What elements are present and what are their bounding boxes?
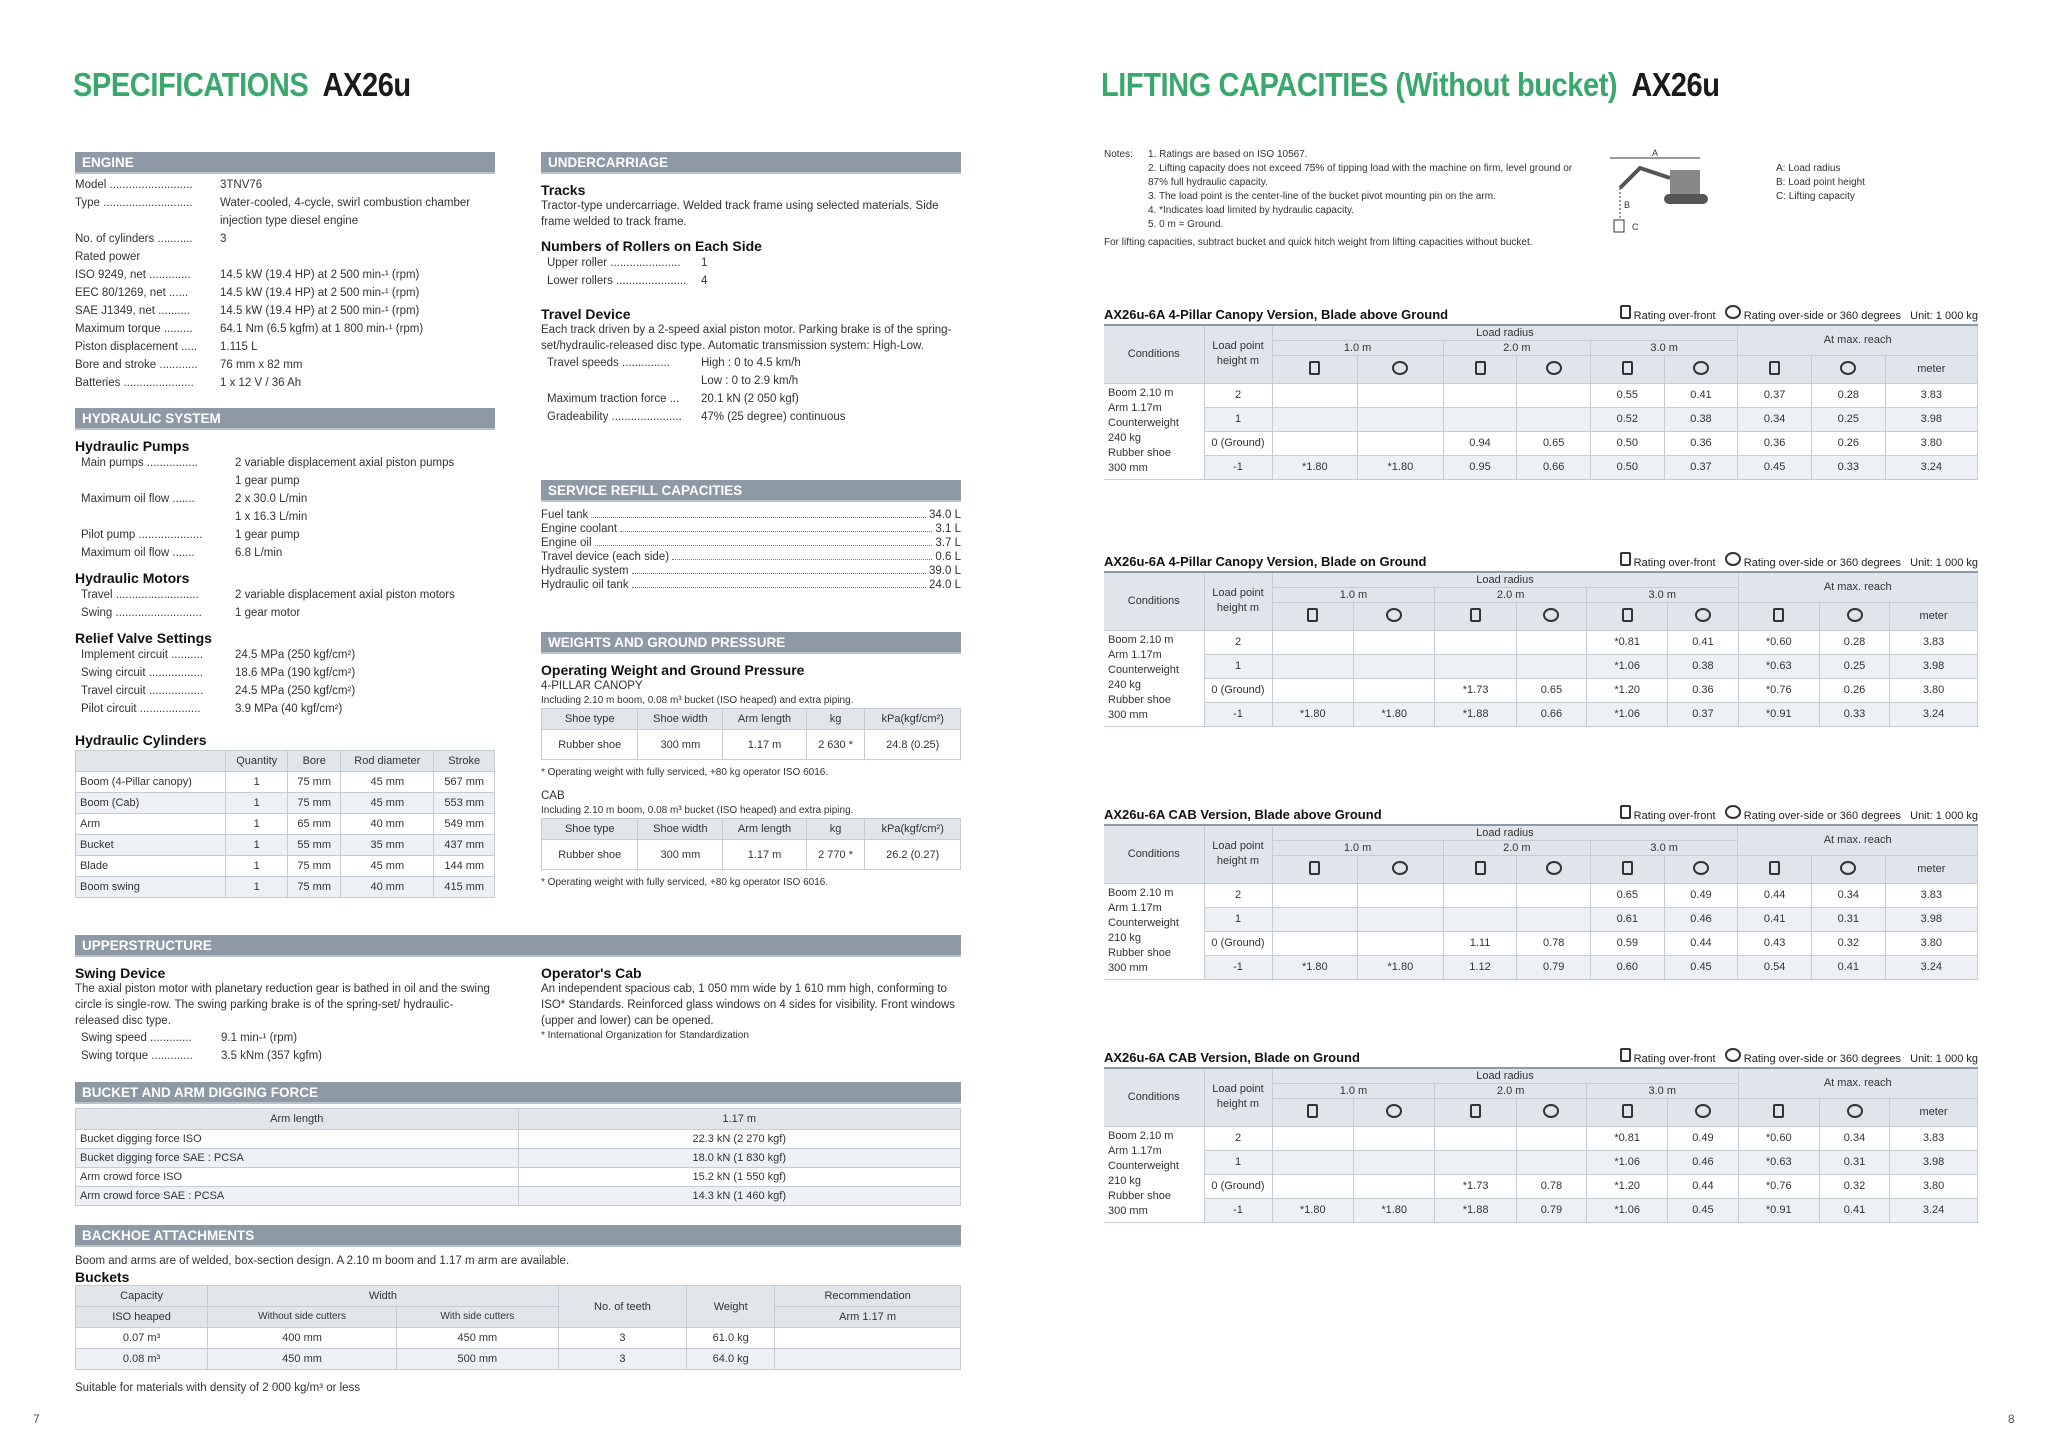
lift-table-title: AX26u-6A CAB Version, Blade above Ground	[1104, 807, 1382, 822]
upper-section	[75, 935, 961, 1065]
table-row: 1 *1.06 0.46 *0.63 0.31 3.98	[1104, 1150, 1978, 1174]
over-front-icon	[1475, 861, 1486, 875]
swing-title: Swing Device	[75, 965, 166, 981]
note-item: 4. *Indicates load limited by hydraulic capacity.	[1148, 205, 1355, 216]
over-side-icon	[1543, 608, 1559, 622]
spec-row: Batteries ...................... 1 x 12 V / 36 Ah	[75, 377, 302, 389]
over-side-icon	[1725, 1048, 1741, 1062]
travel-text: Each track driven by a 2-speed axial piston motor. Parking brake is of the spring-set/hydraulic-released disc type. Automatic transmission system: High-Low.	[541, 324, 952, 352]
upper-header: UPPERSTRUCTURE	[75, 935, 961, 957]
table-row: Boom (4-Pillar canopy) 1 75 mm 45 mm 567 mm	[76, 772, 495, 793]
spec-row: EEC 80/1269, net ...... 14.5 kW (19.4 HP) at 2 500 min-¹ (rpm)	[75, 287, 420, 299]
table-row: Boom 2.10 m Arm 1.17m Counterweight 240 kg Rubber shoe 300 mm 2 0.55 0.41 0.37 0.28 3.83	[1104, 383, 1978, 407]
tracks-text: Tractor-type undercarriage. Welded track frame using selected materials. Side frame welded to track frame.	[541, 200, 939, 228]
spec-row: Type ............................ Water-cooled, 4-cycle, swirl combustion chamber injection type diesel engine	[75, 197, 471, 227]
over-side-icon	[1847, 608, 1863, 622]
buckets-table: Capacity Width No. of teeth Weight Recommendation ISO heaped Without side cutters With side cutters Arm 1.17 m 0.07 m³ 400 mm 450 mm 3 61.0 kg 0.08 m³ 450 mm 500 mm 3 64.0 kg	[75, 1285, 961, 1370]
table-row: 0 (Ground) 1.11 0.78 0.59 0.44 0.43 0.32 3.80	[1104, 931, 1978, 955]
notes-extra: For lifting capacities, subtract bucket and quick hitch weight from lifting capacities without bucket.	[1104, 237, 1533, 248]
table-row: 0 (Ground) *1.73 0.65 *1.20 0.36 *0.76 0.26 3.80	[1104, 678, 1978, 702]
spec-row: Swing speed ............. 9.1 min-¹ (rpm)	[81, 1032, 298, 1044]
refill-header: SERVICE REFILL CAPACITIES	[541, 480, 961, 502]
digging-table: Arm length 1.17 m Bucket digging force ISO 22.3 kN (2 270 kgf) Bucket digging force SAE : PCSA 18.0 kN (1 830 kgf) Arm crowd force ISO 15.2 kN (1 550 kgf) Arm crowd force SAE : PCSA 14.3 kN (1 460 kgf)	[75, 1108, 961, 1206]
spec-row: Maximum torque ......... 64.1 Nm (6.5 kgfm) at 1 800 min-¹ (rpm)	[75, 323, 424, 335]
over-front-icon	[1307, 608, 1318, 622]
table-row: Arm crowd force SAE : PCSA 14.3 kN (1 460 kgf)	[76, 1187, 961, 1206]
table-row: -1 *1.80 *1.80 *1.88 0.66 *1.06 0.37 *0.91 0.33 3.24	[1104, 702, 1978, 726]
canopy-note: Including 2.10 m boom, 0.08 m³ bucket (ISO heaped) and extra piping.	[541, 695, 854, 706]
cylinders-table: Quantity Bore Rod diameter Stroke Boom (4-Pillar canopy) 1 75 mm 45 mm 567 mm Boom (Cab) 1 75 mm 45 mm 553 mm Arm 1 65 mm 40 mm 549 mm Bucket 1 55 mm 35 mm 437 mm Blade 1 75 mm 45 mm 144 mm Boom swing 1 75 mm 40 mm 415 mm	[75, 750, 495, 898]
table-row: 1 0.52 0.38 0.34 0.25 3.98	[1104, 407, 1978, 431]
lift-table-3: AX26u-6A CAB Version, Blade above Ground Rating over-front Rating over-side or 360 degrees Unit: 1 000 kg Conditions Load point height m Load radius At max. reach 1.0 m 2.0 m 3.0 m meter Boom 2.10 m Arm 1.17m Counterweight 210 kg Rubber shoe 300 mm 2 0.65 0.49 0.44 0.34 3.83 1 0.61 0.46 0.41 0.31 3.98 0 (Ground) 1.11 0.78 0.59 0.44 0.43 0.32 3.80 -1 *1.80 *1.80 1.12 0.79 0.60 0.45 0.54 0.41 3.24	[1104, 806, 1978, 980]
spec-row: 1 gear pump	[235, 475, 300, 487]
spec-row: Lower rollers ...................... 4	[547, 275, 708, 287]
refill-row: Travel device (each side) 0.6 L	[541, 551, 961, 563]
svg-text:B: B	[1624, 200, 1631, 210]
table-row: -1 *1.80 *1.80 *1.88 0.79 *1.06 0.45 *0.91 0.41 3.24	[1104, 1198, 1978, 1222]
spec-row: Implement circuit .......... 24.5 MPa (250 kgf/cm²)	[81, 649, 356, 661]
undercarriage-header: UNDERCARRIAGE	[541, 152, 961, 174]
table-row: Boom (Cab) 1 75 mm 45 mm 553 mm	[76, 793, 495, 814]
spec-row: Low : 0 to 2.9 km/h	[701, 375, 799, 387]
table-row: Rubber shoe 300 mm 1.17 m 2 770 * 26.2 (0.27)	[542, 840, 961, 870]
backhoe-header: BACKHOE ATTACHMENTS	[75, 1225, 961, 1247]
spec-row: Maximum oil flow ....... 6.8 L/min	[81, 547, 283, 559]
rollers-title: Numbers of Rollers on Each Side	[541, 238, 762, 254]
lift-table-1: AX26u-6A 4-Pillar Canopy Version, Blade above Ground Rating over-front Rating over-side or 360 degrees Unit: 1 000 kg Conditions Load point height m Load radius At max. reach 1.0 m 2.0 m 3.0 m meter Boom 2.10 m Arm 1.17m Counterweight 240 kg Rubber shoe 300 mm 2 0.55 0.41 0.37 0.28 3.83 1 0.52 0.38 0.34 0.25 3.98 0 (Ground) 0.94 0.65 0.50 0.36 0.36 0.26 3.80 -1 *1.80 *1.80 0.95 0.66 0.50 0.37 0.45 0.33 3.24	[1104, 306, 1978, 480]
over-front-icon	[1769, 861, 1780, 875]
buckets-title: Buckets	[75, 1269, 130, 1285]
refill-row: Fuel tank 34.0 L	[541, 509, 961, 521]
table-row: Arm crowd force ISO 15.2 kN (1 550 kgf)	[76, 1168, 961, 1187]
over-front-icon	[1307, 1104, 1318, 1118]
cab-label: CAB	[541, 790, 565, 802]
over-front-icon	[1773, 1104, 1784, 1118]
over-side-icon	[1847, 1104, 1863, 1118]
table-row: 0 (Ground) 0.94 0.65 0.50 0.36 0.36 0.26 3.80	[1104, 431, 1978, 455]
undercarriage-section	[541, 152, 961, 426]
canopy-weight-table: Shoe type Shoe width Arm length kg kPa(kgf/cm²) Rubber shoe 300 mm 1.17 m 2 630 * 24.8 (0.25)	[541, 708, 961, 760]
over-front-icon	[1620, 805, 1631, 819]
over-front-icon	[1620, 552, 1631, 566]
motors-title: Hydraulic Motors	[75, 570, 190, 586]
cab-text: An independent spacious cab, 1 050 mm wide by 1 610 mm high, conforming to ISO* Standards. Reinforced glass windows on 4 sides for visibility. Front windows (upper and lower) can be opened.	[541, 983, 955, 1027]
over-side-icon	[1386, 1104, 1402, 1118]
engine-section	[75, 152, 495, 392]
note-item: 3. The load point is the center-line of the bucket pivot mounting pin on the arm.	[1148, 191, 1496, 202]
legend-item: A: Load radius	[1776, 163, 1841, 174]
canopy-label: 4-PILLAR CANOPY	[541, 680, 643, 692]
spec-row: No. of cylinders ........... 3	[75, 233, 227, 245]
canopy-foot: * Operating weight with fully serviced, +80 kg operator ISO 6016.	[541, 767, 829, 778]
engine-header: ENGINE	[75, 152, 495, 174]
over-side-icon	[1546, 861, 1562, 875]
backhoe-text: Boom and arms are of welded, box-section design. A 2.10 m boom and 1.17 m arm are available.	[75, 1255, 570, 1267]
legend-item: B: Load point height	[1776, 177, 1865, 188]
over-front-icon	[1470, 1104, 1481, 1118]
spec-row: 1 x 16.3 L/min	[235, 511, 308, 523]
over-side-icon	[1392, 861, 1408, 875]
over-front-icon	[1309, 361, 1320, 375]
tracks-title: Tracks	[541, 182, 586, 198]
hydraulic-header: HYDRAULIC SYSTEM	[75, 408, 495, 430]
relief-title: Relief Valve Settings	[75, 630, 212, 646]
page-title-left: SPECIFICATIONS AX26u	[73, 66, 411, 103]
table-row: Boom 2.10 m Arm 1.17m Counterweight 240 kg Rubber shoe 300 mm 2 *0.81 0.41 *0.60 0.28 3.83	[1104, 630, 1978, 654]
over-side-icon	[1840, 861, 1856, 875]
over-front-icon	[1622, 861, 1633, 875]
over-front-icon	[1620, 1048, 1631, 1062]
note-item: 1. Ratings are based on ISO 10567.	[1148, 149, 1308, 160]
spec-row: Pilot pump .................... 1 gear pump	[81, 529, 300, 541]
page-title-right: LIFTING CAPACITIES (Without bucket) AX26u	[1101, 66, 1720, 103]
backhoe-section	[75, 1225, 961, 1396]
over-side-icon	[1840, 361, 1856, 375]
spec-row: SAE J1349, net .......... 14.5 kW (19.4 HP) at 2 500 min-¹ (rpm)	[75, 305, 420, 317]
cab-footnote: * International Organization for Standardization	[541, 1030, 749, 1041]
legend-item: C: Lifting capacity	[1776, 191, 1855, 202]
lift-table-2: AX26u-6A 4-Pillar Canopy Version, Blade on Ground Rating over-front Rating over-side or 360 degrees Unit: 1 000 kg Conditions Load point height m Load radius At max. reach 1.0 m 2.0 m 3.0 m meter Boom 2.10 m Arm 1.17m Counterweight 240 kg Rubber shoe 300 mm 2 *0.81 0.41 *0.60 0.28 3.83 1 *1.06 0.38 *0.63 0.25 3.98 0 (Ground) *1.73 0.65 *1.20 0.36 *0.76 0.26 3.80 -1 *1.80 *1.80 *1.88 0.66 *1.06 0.37 *0.91 0.33 3.24	[1104, 553, 1978, 727]
digging-section	[75, 1082, 961, 1206]
spec-row: Travel circuit ................. 24.5 MPa (250 kgf/cm²)	[81, 685, 356, 697]
note-item: 2. Lifting capacity does not exceed 75% of tipping load with the machine on firm, level ground or 87% full hydraulic capacity.	[1148, 163, 1573, 188]
refill-section	[541, 480, 961, 592]
spec-row: Bore and stroke ............ 76 mm x 82 mm	[75, 359, 303, 371]
table-row: Bucket digging force SAE : PCSA 18.0 kN (1 830 kgf)	[76, 1149, 961, 1168]
over-front-icon	[1309, 861, 1320, 875]
spec-row: Piston displacement ..... 1.115 L	[75, 341, 258, 353]
hydraulic-section	[75, 408, 495, 898]
spec-row: Swing circuit ................. 18.6 MPa (190 kgf/cm²)	[81, 667, 356, 679]
weights-section	[541, 632, 961, 890]
over-side-icon	[1725, 552, 1741, 566]
pumps-title: Hydraulic Pumps	[75, 438, 190, 454]
refill-row: Engine oil 3.7 L	[541, 537, 961, 549]
svg-text:A: A	[1652, 148, 1659, 158]
table-row: Blade 1 75 mm 45 mm 144 mm	[76, 856, 495, 877]
table-row: 1 0.61 0.46 0.41 0.31 3.98	[1104, 907, 1978, 931]
spec-row: Maximum traction force ... 20.1 kN (2 050 kgf)	[547, 393, 799, 405]
table-row: Rubber shoe 300 mm 1.17 m 2 630 * 24.8 (0.25)	[542, 730, 961, 760]
over-front-icon	[1620, 305, 1631, 319]
over-front-icon	[1769, 361, 1780, 375]
notes-section: Notes: 1. Ratings are based on ISO 10567. 2. Lifting capacity does not exceed 75% of tipping load with the machine on firm, level ground or 87% full hydraulic capacity. 3. The load point is the center-line of the bucket pivot mounting pin on the arm. 4. *Indicates load limited by hydraulic capacity. 5. 0 m = Ground. A B C A: Load radius B: Load point height C: Lifting capacity For lifting capacities, subtract bucket and quick hitch weight from lifting capacities without bucket.	[1104, 148, 1984, 250]
page-number-left: 7	[33, 1412, 40, 1426]
excavator-diagram-icon	[1600, 148, 1740, 238]
note-item: 5. 0 m = Ground.	[1148, 219, 1224, 230]
over-side-icon	[1386, 608, 1402, 622]
spec-row: Main pumps ................ 2 variable displacement axial piston pumps	[81, 457, 455, 469]
table-row: Bucket 1 55 mm 35 mm 437 mm	[76, 835, 495, 856]
refill-row: Hydraulic oil tank 24.0 L	[541, 579, 961, 591]
svg-text:C: C	[1632, 222, 1639, 232]
weights-header: WEIGHTS AND GROUND PRESSURE	[541, 632, 961, 654]
refill-row: Engine coolant 3.1 L	[541, 523, 961, 535]
lift-table-title: AX26u-6A 4-Pillar Canopy Version, Blade above Ground	[1104, 307, 1449, 322]
spec-row: Model .......................... 3TNV76	[75, 179, 263, 191]
over-side-icon	[1546, 361, 1562, 375]
table-row: 0.08 m³ 450 mm 500 mm 3 64.0 kg	[76, 1349, 961, 1370]
spec-row: Gradeability ...................... 47% (25 degree) continuous	[547, 411, 846, 423]
table-row: 1 *1.06 0.38 *0.63 0.25 3.98	[1104, 654, 1978, 678]
table-row: Arm 1 65 mm 40 mm 549 mm	[76, 814, 495, 835]
page-number-right: 8	[2008, 1412, 2015, 1426]
over-front-icon	[1622, 608, 1633, 622]
cab-weight-table: Shoe type Shoe width Arm length kg kPa(kgf/cm²) Rubber shoe 300 mm 1.17 m 2 770 * 26.2 (0.27)	[541, 818, 961, 870]
cab-title: Operator's Cab	[541, 965, 642, 981]
backhoe-foot: Suitable for materials with density of 2 000 kg/m³ or less	[75, 1382, 361, 1394]
over-front-icon	[1773, 608, 1784, 622]
over-side-icon	[1695, 1104, 1711, 1118]
over-front-icon	[1622, 1104, 1633, 1118]
spec-row: Rated power	[75, 251, 141, 263]
cylinders-title: Hydraulic Cylinders	[75, 732, 207, 748]
over-side-icon	[1725, 805, 1741, 819]
cab-foot: * Operating weight with fully serviced, +80 kg operator ISO 6016.	[541, 877, 829, 888]
table-row: 0.07 m³ 400 mm 450 mm 3 61.0 kg	[76, 1328, 961, 1349]
cab-note: Including 2.10 m boom, 0.08 m³ bucket (ISO heaped) and extra piping.	[541, 805, 854, 816]
over-front-icon	[1622, 361, 1633, 375]
spec-row: Pilot circuit ................... 3.9 MPa (40 kgf/cm²)	[81, 703, 343, 715]
over-front-icon	[1470, 608, 1481, 622]
swing-text: The axial piston motor with planetary reduction gear is bathed in oil and the swing circle is single-row. The swing parking brake is of the spring-set/ hydraulic-released disc type.	[75, 983, 490, 1027]
over-side-icon	[1693, 361, 1709, 375]
table-row: -1 *1.80 *1.80 0.95 0.66 0.50 0.37 0.45 0.33 3.24	[1104, 455, 1978, 479]
spec-row: Swing torque ............. 3.5 kNm (357 kgfm)	[81, 1050, 322, 1062]
spec-row: Maximum oil flow ....... 2 x 30.0 L/min	[81, 493, 308, 505]
over-side-icon	[1693, 861, 1709, 875]
table-row: 0 (Ground) *1.73 0.78 *1.20 0.44 *0.76 0.32 3.80	[1104, 1174, 1978, 1198]
table-row: Bucket digging force ISO 22.3 kN (2 270 kgf)	[76, 1130, 961, 1149]
table-row: -1 *1.80 *1.80 1.12 0.79 0.60 0.45 0.54 0.41 3.24	[1104, 955, 1978, 979]
lift-table-title: AX26u-6A 4-Pillar Canopy Version, Blade on Ground	[1104, 554, 1427, 569]
refill-row: Hydraulic system 39.0 L	[541, 565, 961, 577]
over-side-icon	[1543, 1104, 1559, 1118]
spec-row: Upper roller ...................... 1	[547, 257, 708, 269]
digging-header: BUCKET AND ARM DIGGING FORCE	[75, 1082, 961, 1104]
table-row: Boom 2.10 m Arm 1.17m Counterweight 210 kg Rubber shoe 300 mm 2 *0.81 0.49 *0.60 0.34 3.83	[1104, 1126, 1978, 1150]
spec-row: Travel .......................... 2 variable displacement axial piston motors	[81, 589, 455, 601]
table-row: Boom swing 1 75 mm 40 mm 415 mm	[76, 877, 495, 898]
over-front-icon	[1475, 361, 1486, 375]
spec-row: Swing ........................... 1 gear motor	[81, 607, 301, 619]
over-side-icon	[1725, 305, 1741, 319]
over-side-icon	[1392, 361, 1408, 375]
lift-table-title: AX26u-6A CAB Version, Blade on Ground	[1104, 1050, 1360, 1065]
spec-row: ISO 9249, net ............. 14.5 kW (19.4 HP) at 2 500 min-¹ (rpm)	[75, 269, 420, 281]
spec-row: Travel speeds ............... High : 0 to 4.5 km/h	[547, 357, 801, 369]
travel-title: Travel Device	[541, 306, 631, 322]
lift-table-4: AX26u-6A CAB Version, Blade on Ground Rating over-front Rating over-side or 360 degrees Unit: 1 000 kg Conditions Load point height m Load radius At max. reach 1.0 m 2.0 m 3.0 m meter Boom 2.10 m Arm 1.17m Counterweight 210 kg Rubber shoe 300 mm 2 *0.81 0.49 *0.60 0.34 3.83 1 *1.06 0.46 *0.63 0.31 3.98 0 (Ground) *1.73 0.78 *1.20 0.44 *0.76 0.32 3.80 -1 *1.80 *1.80 *1.88 0.79 *1.06 0.45 *0.91 0.41 3.24	[1104, 1049, 1978, 1223]
table-row: Boom 2.10 m Arm 1.17m Counterweight 210 kg Rubber shoe 300 mm 2 0.65 0.49 0.44 0.34 3.83	[1104, 883, 1978, 907]
weights-title: Operating Weight and Ground Pressure	[541, 662, 805, 678]
over-side-icon	[1695, 608, 1711, 622]
